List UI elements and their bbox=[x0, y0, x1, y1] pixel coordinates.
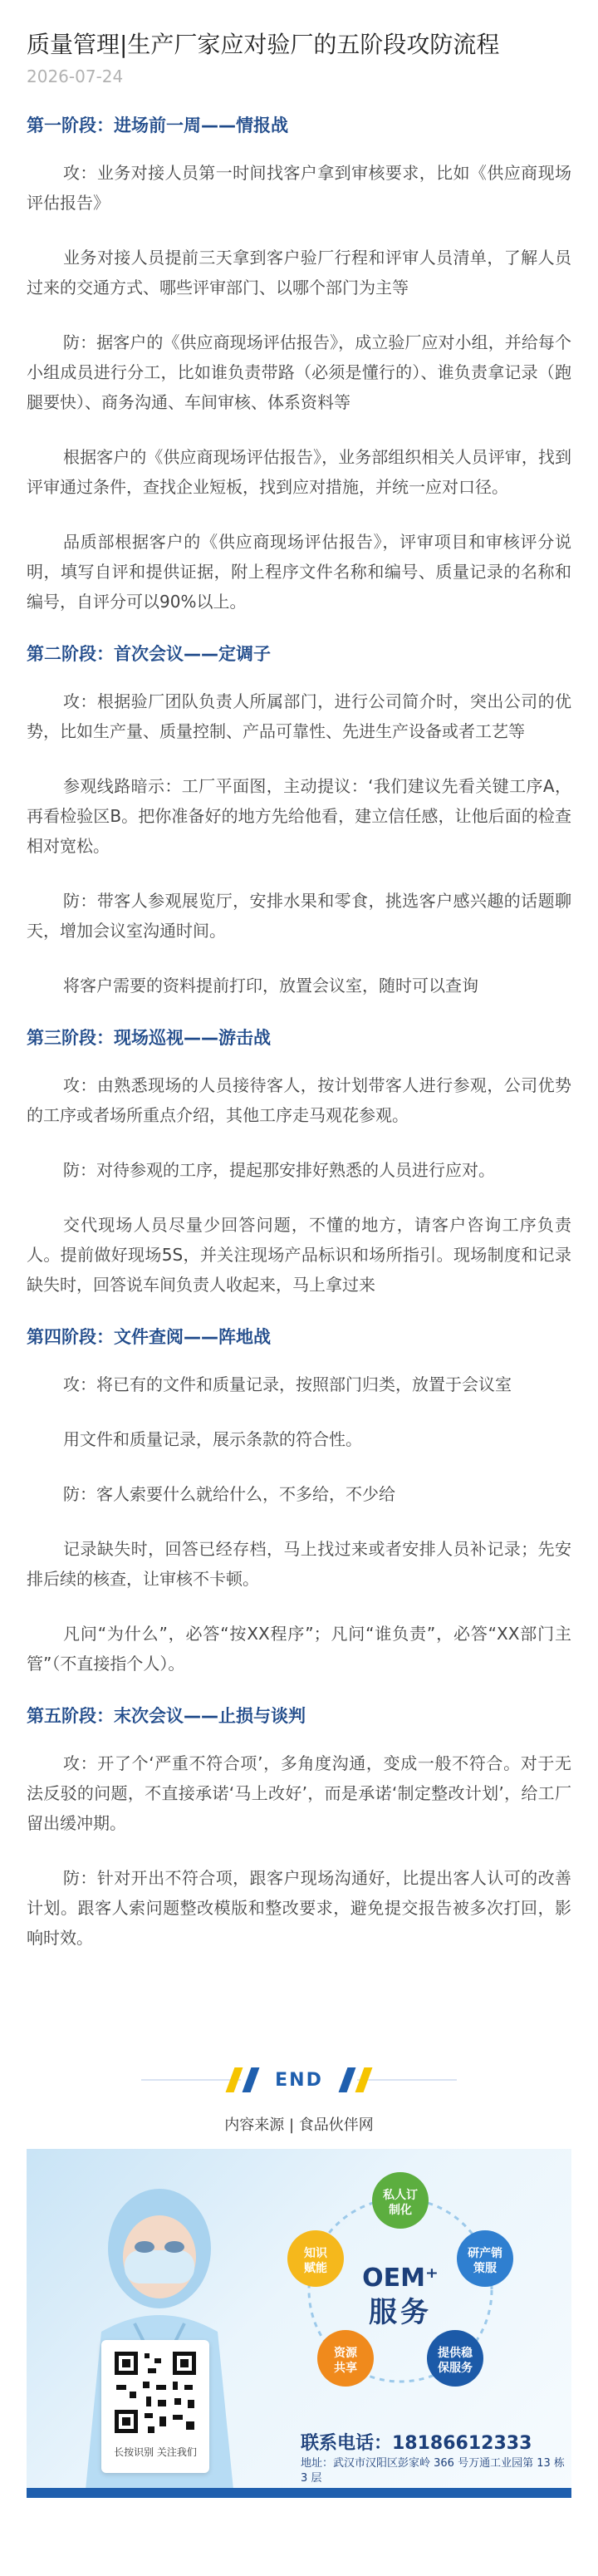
wheel-label: 资源 bbox=[334, 2347, 357, 2360]
section-3 bbox=[27, 1024, 571, 1300]
qr-code-icon[interactable] bbox=[111, 2348, 199, 2436]
contact-info bbox=[301, 2431, 566, 2486]
article-date: 2026-07-24 bbox=[27, 66, 124, 86]
paragraph: 防：客人索要什么就给什么，不多给，不少给 bbox=[63, 1484, 395, 1504]
oem-subtitle: 服务 bbox=[369, 2296, 432, 2329]
end-divider bbox=[0, 2061, 598, 2099]
divider-line bbox=[357, 2079, 457, 2081]
paragraph: 凡问“为什么”，必答“按XX程序”；凡问“谁负责”，必答“XX部门主管”（不直接指个人）。 bbox=[27, 1624, 571, 1674]
wheel-node-2 bbox=[457, 2230, 513, 2287]
paragraph: 防：对待参观的工序，提起那安排好熟悉的人员进行应对。 bbox=[63, 1160, 495, 1180]
banner-bottom-bar bbox=[27, 2488, 571, 2498]
wheel-node-3 bbox=[427, 2330, 483, 2387]
wheel-label: 赋能 bbox=[304, 2262, 327, 2275]
paragraph: 记录缺失时，回答已经存档，马上找过来或者安排人员补记录；先安排后续的核查，让审核不卡顿。 bbox=[27, 1539, 571, 1589]
stripe-decoration bbox=[243, 2067, 260, 2092]
paragraph: 根据客户的《供应商现场评估报告》，业务部组织相关人员评审，找到评审通过条件，查找企业短板，找到应对措施，并统一应对口径。 bbox=[27, 447, 571, 497]
stripe-decoration bbox=[338, 2067, 355, 2092]
paragraph: 攻：由熟悉现场的人员接待客人，按计划带客人进行参观，公司优势的工序或者场所重点介绍，其他工序走马观花参观。 bbox=[27, 1075, 571, 1125]
paragraph: 攻：业务对接人员第一时间找客户拿到审核要求，比如《供应商现场评估报告》 bbox=[27, 163, 571, 213]
wheel-label: 私人订 bbox=[383, 2189, 418, 2202]
wheel-node-1 bbox=[372, 2172, 429, 2229]
wheel-label: 研产销 bbox=[468, 2247, 502, 2260]
end-marker bbox=[230, 2067, 368, 2092]
contact-phone: 联系电话：18186612333 bbox=[301, 2433, 532, 2454]
paragraph: 交代现场人员尽量少回答问题，不懂的地方，请客户咨询工序负责人。提前做好现场5S，并关注现场产品标识和场所指引。现场制度和记录缺失时，回答说车间负责人收起来，马上拿过来 bbox=[27, 1215, 571, 1295]
paragraph: 用文件和质量记录，展示条款的符合性。 bbox=[63, 1429, 362, 1449]
qr-code-card[interactable] bbox=[101, 2340, 209, 2473]
article-title: 质量管理|生产厂家应对验厂的五阶段攻防流程 bbox=[27, 31, 500, 58]
wheel-label: 提供稳 bbox=[438, 2347, 473, 2360]
paragraph: 将客户需要的资料提前打印，放置会议室，随时可以查询 bbox=[63, 976, 478, 995]
paragraph: 品质部根据客户的《供应商现场评估报告》，评审项目和审核评分说明，填写自评和提供证据，附上程序文件名称和编号、质量记录的名称和编号，自评分可以90%以上。 bbox=[27, 532, 571, 612]
section-4 bbox=[27, 1323, 571, 1679]
wheel-label: 策服 bbox=[473, 2262, 497, 2275]
wheel-node-4 bbox=[317, 2330, 374, 2387]
paragraph: 防：针对开出不符合项，跟客户现场沟通好，比提出客人认可的改善计划。跟客人索问题整改模版和整改要求，避免提交报告被多次打回，影响时效。 bbox=[27, 1868, 571, 1948]
paragraph: 攻：将已有的文件和质量记录，按照部门归类，放置于会议室 bbox=[63, 1374, 512, 1394]
service-wheel bbox=[276, 2166, 525, 2415]
paragraph: 业务对接人员提前三天拿到客户验厂行程和评审人员清单，了解人员过来的交通方式、哪些评审部门、以哪个部门为主等 bbox=[27, 248, 571, 297]
paragraph: 攻：开了个‘严重不符合项’，多角度沟通，变成一般不符合。对于无法反驳的问题，不直接承诺‘马上改好’，而是承诺‘制定整改计划’，给工厂留出缓冲期。 bbox=[27, 1753, 571, 1833]
paragraph: 攻：根据验厂团队负责人所属部门，进行公司简介时，突出公司的优势，比如生产量、质量控制、产品可靠性、先进生产设备或者工艺等 bbox=[27, 691, 571, 741]
qr-caption: 长按识别 关注我们 bbox=[114, 2446, 197, 2458]
content-source: 内容来源 | 食品伙伴网 bbox=[224, 2116, 374, 2134]
section-heading: 第五阶段：末次会议——止损与谈判 bbox=[27, 1706, 306, 1726]
section-heading: 第三阶段：现场巡视——游击战 bbox=[27, 1028, 271, 1048]
section-2 bbox=[27, 640, 571, 1000]
paragraph: 防：据客户的《供应商现场评估报告》，成立验厂应对小组，并给每个小组成员进行分工，比如谁负责带路（必须是懂行的）、谁负责拿记录（跑腿要快）、商务沟通、车间审核、体系资料等 bbox=[27, 332, 571, 412]
paragraph: 防：带客人参观展览厅，安排水果和零食，挑选客户感兴趣的话题聊天，增加会议室沟通时间。 bbox=[27, 891, 571, 941]
section-1 bbox=[27, 111, 571, 617]
section-heading: 第四阶段：文件查阅——阵地战 bbox=[27, 1327, 271, 1347]
promo-banner[interactable] bbox=[27, 2149, 571, 2498]
section-heading: 第二阶段：首次会议——定调子 bbox=[27, 644, 271, 664]
wheel-label: 保服务 bbox=[438, 2362, 473, 2375]
divider-line bbox=[141, 2079, 241, 2081]
section-5 bbox=[27, 1702, 571, 1953]
wheel-label: 知识 bbox=[304, 2247, 327, 2260]
wheel-label: 制化 bbox=[389, 2204, 412, 2217]
wheel-label: 共享 bbox=[334, 2362, 357, 2375]
wheel-node-5 bbox=[287, 2230, 344, 2287]
section-heading: 第一阶段：进场前一周——情报战 bbox=[27, 116, 288, 135]
contact-address: 地址：武汉市汉阳区彭家岭 366 号万通工业园第 13 栋 3 层 bbox=[301, 2457, 565, 2485]
paragraph: 参观线路暗示：工厂平面图，主动提议：‘我们建议先看关键工序A，再看检验区B。把你准备好的地方先给他看，建立信任感，让他后面的检查相对宽松。 bbox=[27, 776, 571, 856]
end-label: END bbox=[275, 2069, 323, 2091]
oem-title: OEM⁺ bbox=[362, 2264, 439, 2293]
